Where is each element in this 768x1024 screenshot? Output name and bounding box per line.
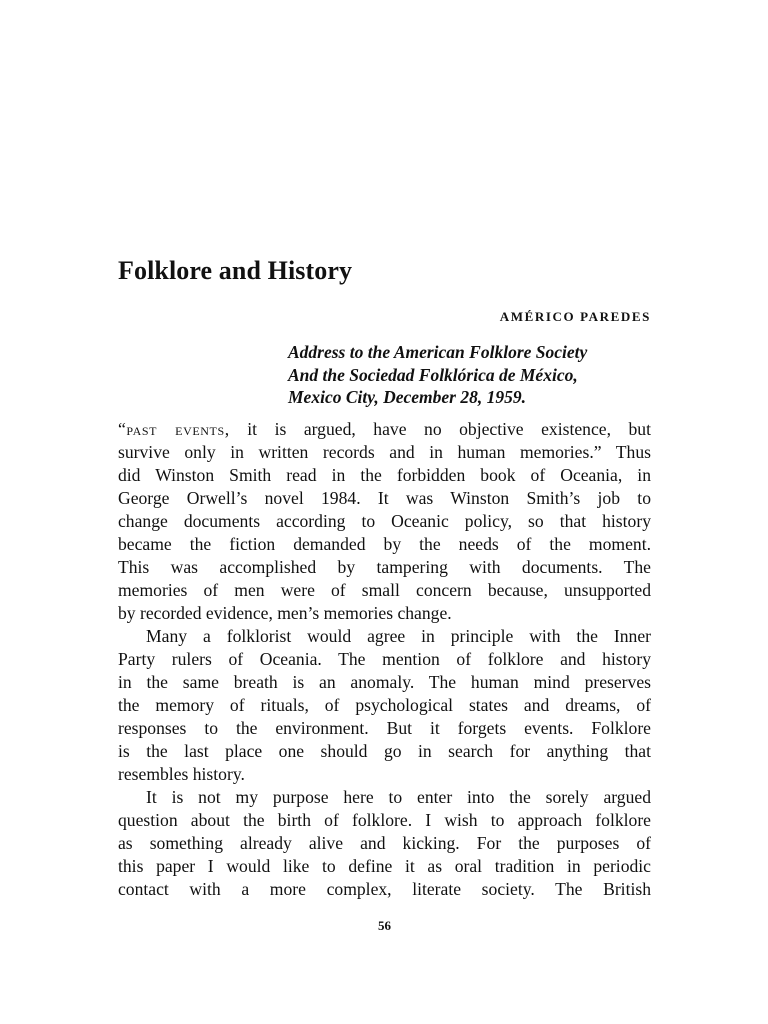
address-line: And the Sociedad Folklórica de México, <box>288 364 578 385</box>
body-line: the memory of rituals, of psychological states and dreams, of <box>118 695 651 715</box>
article-body <box>118 418 651 901</box>
body-line: became the fiction demanded by the needs of the moment. <box>118 534 651 554</box>
address-note <box>288 341 587 409</box>
body-line <box>118 418 651 441</box>
body-line: George Orwell’s novel 1984. It was Winston Smith’s job to <box>118 488 651 508</box>
body-line: did Winston Smith read in the forbidden book of Oceania, in <box>118 465 651 485</box>
body-text: it is argued, have no objective existence, but <box>229 419 651 439</box>
body-line: change documents according to Oceanic policy, so that history <box>118 511 651 531</box>
body-line: responses to the environment. But it forgets events. Folklore <box>118 718 651 738</box>
body-line: in the same breath is an anomaly. The human mind preserves <box>118 672 651 692</box>
page-number: 56 <box>378 918 391 933</box>
page <box>118 0 651 1024</box>
body-line: contact with a more complex, literate society. The British <box>118 879 651 899</box>
body-line: This was accomplished by tampering with documents. The <box>118 557 651 577</box>
paragraph-1 <box>118 418 651 625</box>
body-line: question about the birth of folklore. I wish to approach folklore <box>118 810 651 830</box>
body-line: resembles history. <box>118 764 245 784</box>
body-line: Party rulers of Oceania. The mention of folklore and history <box>118 649 651 669</box>
body-line: this paper I would like to define it as oral tradition in periodic <box>118 856 651 876</box>
article-title: Folklore and History <box>118 256 353 285</box>
address-line: Address to the American Folklore Society <box>288 342 588 362</box>
paragraph-2 <box>118 625 651 786</box>
address-line: Mexico City, December 28, 1959. <box>288 387 526 407</box>
body-line: survive only in written records and in human memories.” Thus <box>118 442 651 462</box>
body-line: is the last place one should go in search for anything that <box>118 741 651 761</box>
body-line: by recorded evidence, men’s memories change. <box>118 603 452 623</box>
opening-words: “past events, <box>118 419 230 439</box>
body-line: It is not my purpose here to enter into the sorely argued <box>146 787 651 807</box>
paragraph-3 <box>118 786 651 901</box>
body-line: Many a folklorist would agree in principle with the Inner <box>146 626 651 646</box>
body-line: memories of men were of small concern because, unsupported <box>118 580 651 600</box>
article-author: AMÉRICO PAREDES <box>499 309 651 324</box>
body-line: as something already alive and kicking. For the purposes of <box>118 833 651 853</box>
